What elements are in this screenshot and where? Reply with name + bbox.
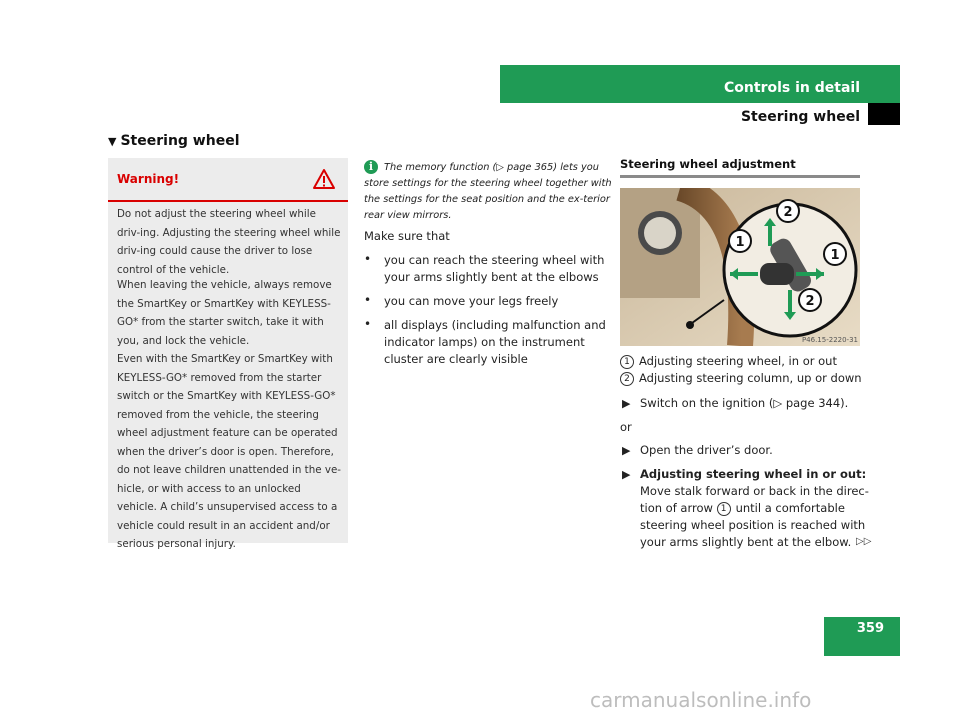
callout-number: 2 xyxy=(620,372,634,386)
legend-text: Adjusting steering wheel, in or out xyxy=(639,354,837,368)
warning-label: Warning! xyxy=(117,172,180,186)
callout-2-bottom: 2 xyxy=(805,294,815,309)
bullet-item-1: you can reach the steering wheel with your arms slightly bent at the elbows xyxy=(384,253,605,284)
legend-text: Adjusting steering column, up or down xyxy=(639,371,862,385)
bullet-item-2: you can move your legs freely xyxy=(384,294,559,308)
callout-number: 1 xyxy=(620,355,634,369)
continue-arrows-icon: ▷▷ xyxy=(856,536,872,547)
bullet-item-3: all displays (including malfunction and indicator lamps) on the instrument cluster are clearly visible xyxy=(384,318,606,366)
legend-item-1 xyxy=(620,353,870,370)
warning-paragraph-2: When leaving the vehicle, always remove the SmartKey or SmartKey with KEYLESS-GO* from the starter switch, take it with you, and lock the vehicle. xyxy=(117,279,332,347)
step-arrow-icon: ▶ xyxy=(622,444,631,457)
section-title-text: Steering wheel xyxy=(120,133,240,149)
chapter-title: Controls in detail xyxy=(724,80,860,96)
step-ignition: Switch on the ignition (▷ page 344). xyxy=(640,396,849,410)
adjustment-title: Steering wheel adjustment xyxy=(620,157,796,171)
step-arrow-icon: ▶ xyxy=(622,397,631,410)
step-adjust-text-a: Move stalk forward or back in the direc-tion of arrow xyxy=(640,484,869,515)
legend-item-2 xyxy=(620,370,870,387)
or-text: or xyxy=(620,420,632,434)
step-adjust-text-b: until a comfortable steering wheel position is reached with your arms slightly bent at the elbow. xyxy=(640,501,866,549)
callout-1-right: 1 xyxy=(830,248,840,263)
callout-2-top: 2 xyxy=(783,205,793,220)
step-adjust-body xyxy=(640,483,870,551)
header-marker xyxy=(868,103,900,125)
make-sure-text: Make sure that xyxy=(364,229,450,243)
info-icon: i xyxy=(364,160,378,174)
warning-paragraph-1: Do not adjust the steering wheel while driv-ing. Adjusting the steering wheel while driv-ing could cause the driver to lose control of the vehicle. xyxy=(117,208,341,276)
bullet-dot: • xyxy=(364,293,372,307)
watermark: carmanualsonline.info xyxy=(590,688,812,712)
step-door: Open the driver’s door. xyxy=(640,443,773,457)
step-adjust xyxy=(640,466,870,551)
warning-paragraph-3: Even with the SmartKey or SmartKey with KEYLESS-GO* removed from the starter switch or the SmartKey with KEYLESS-GO* removed from the vehicle, the steering wheel adjustment feature can be operated when the driver’s door is open. Therefore, do not leave children unattended in the ve-hicle, or with access to an unlocked vehicle. A child’s unsupervised access to a vehicle could result in an accident and/or serious personal injury. xyxy=(117,353,341,550)
callout-number: 1 xyxy=(717,502,731,516)
steering-illustration xyxy=(620,188,860,346)
callout-1-left: 1 xyxy=(735,235,745,250)
bullet-dot: • xyxy=(364,317,372,331)
triangle-down-icon: ▼ xyxy=(108,135,117,148)
info-note: The memory function (▷ page 365) lets you store settings for the steering wheel together with the settings for the seat position and the ex-terior rear view mirrors. xyxy=(364,162,612,221)
page-number: 359 xyxy=(856,621,884,636)
step-arrow-icon: ▶ xyxy=(622,468,631,481)
photo-code: P46.15-2220-31 xyxy=(801,336,858,344)
section-title xyxy=(108,133,240,149)
section-header: Steering wheel xyxy=(740,109,860,125)
warning-triangle-icon xyxy=(312,168,336,190)
bullet-dot: • xyxy=(364,252,372,266)
step-adjust-heading: Adjusting steering wheel in or out: xyxy=(640,467,867,481)
steering-wheel-photo xyxy=(620,188,860,346)
title-rule xyxy=(620,175,860,178)
